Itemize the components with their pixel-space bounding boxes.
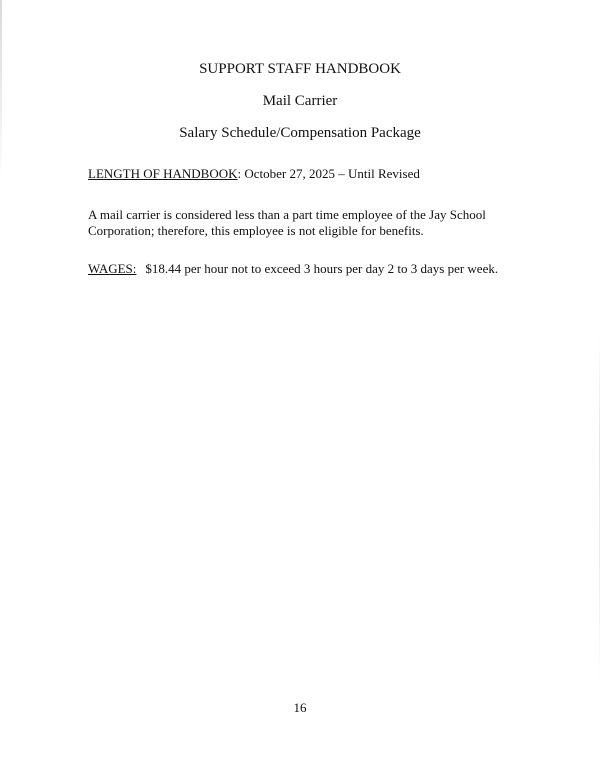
length-of-handbook-label: LENGTH OF HANDBOOK: [88, 166, 238, 181]
length-of-handbook-value: : October 27, 2025 – Until Revised: [237, 166, 420, 181]
section-title: Salary Schedule/Compensation Package: [179, 125, 421, 141]
length-of-handbook-line: [88, 166, 528, 182]
page-number: 16: [293, 700, 307, 715]
handbook-title: SUPPORT STAFF HANDBOOK: [199, 61, 401, 77]
position-title: Mail Carrier: [262, 93, 338, 109]
wages-label: WAGES:: [88, 261, 137, 276]
wages-value: $18.44 per hour not to exceed 3 hours per day 2 to 3 days per week.: [145, 261, 499, 276]
scan-edge-left: [0, 0, 2, 180]
eligibility-notice: A mail carrier is considered less than a part time employee of the Jay School Corporation; therefore, this employee is not eligible for benefits.: [88, 207, 486, 238]
wages-line: [88, 261, 528, 277]
